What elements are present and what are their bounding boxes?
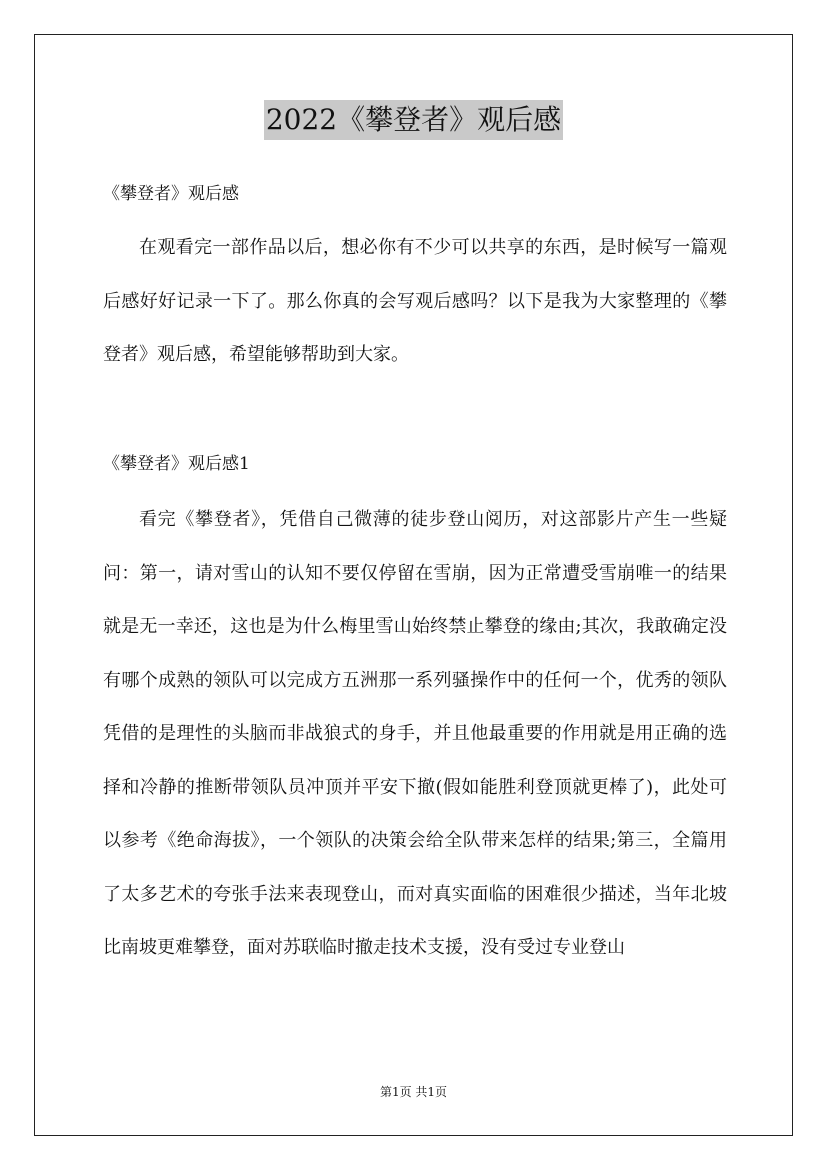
intro-paragraph: 在观看完一部作品以后，想必你有不少可以共享的东西，是时候写一篇观后感好好记录一下了。那么你真的会写观后感吗？以下是我为大家整理的《攀登者》观后感，希望能够帮助到大家。 [103, 237, 727, 365]
document-title: 2022《攀登者》观后感 [264, 100, 563, 140]
page-number: 第1页 共1页 [379, 1085, 448, 1099]
title-container [0, 100, 827, 140]
intro-heading: 《攀登者》观后感 [103, 184, 239, 204]
section-1-heading: 《攀登者》观后感1 [103, 454, 250, 474]
section-1-paragraph: 看完《攀登者》，凭借自己微薄的徒步登山阅历，对这部影片产生一些疑问：第一，请对雪山的认知不要仅停留在雪崩，因为正常遭受雪崩唯一的结果就是无一幸还，这也是为什么梅里雪山始终禁止攀登的缘由;其次，我敢确定没有哪个成熟的领队可以完成方五洲那一系列骚操作中的任何一个，优秀的领队凭借的是理性的头脑而非战狼式的身手，并且他最重要的作用就是用正确的选择和冷静的推断带领队员冲顶并平安下撤(假如能胜利登顶就更棒了)，此处可以参考《绝命海拔》，一个领队的决策会给全队带来怎样的结果;第三，全篇用了太多艺术的夸张手法来表现登山，而对真实面临的困难很少描述，当年北坡比南坡更难攀登，面对苏联临时撤走技术支援，没有受过专业登山 [103, 509, 727, 958]
page-footer [0, 1084, 827, 1100]
